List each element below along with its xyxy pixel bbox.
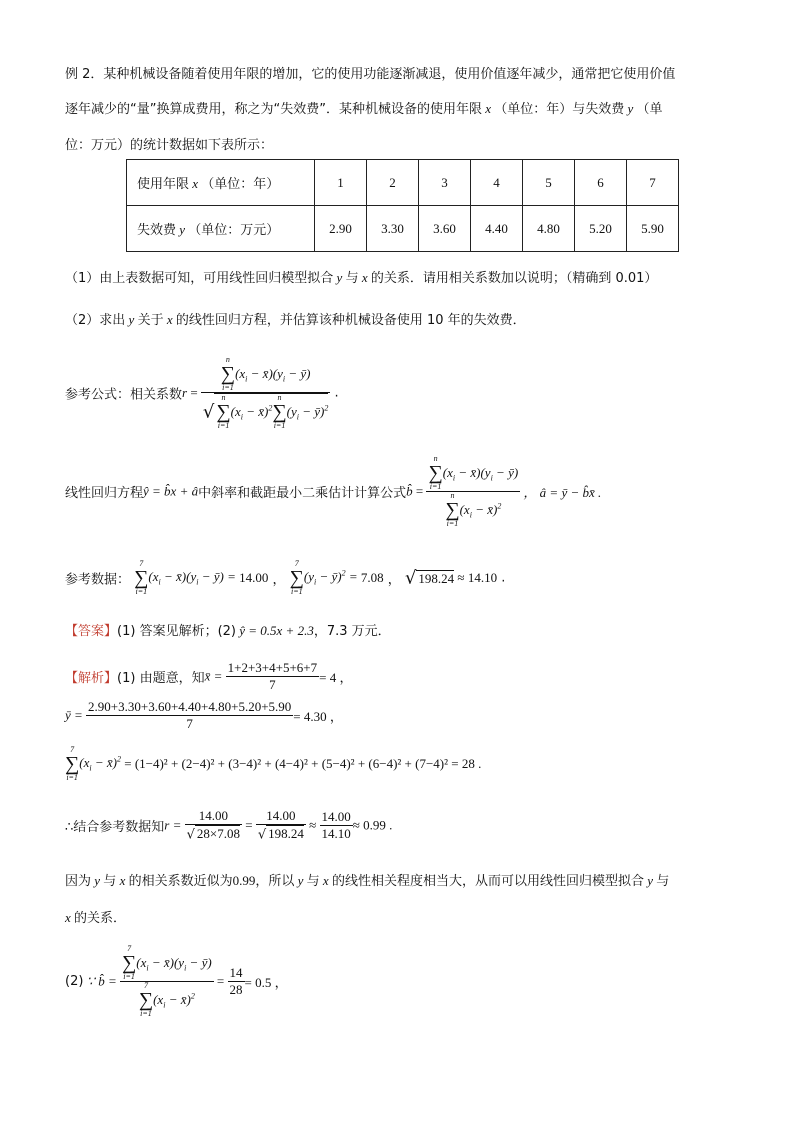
table-cell: 1 (315, 160, 367, 206)
analysis-xbar: 【解析】(1) 由题意，知x̄ = $\frac{1+2+3+4+5+6+7}{7}$ = 4 ， (65, 660, 353, 692)
ref-formula-r: 参考公式：相关系数r = n ∑ i=1 ($x_i$ − $x̄)(y_i$ − ȳ) √ n ∑ i=1 ($x_i$ − x̄)$^2$ n ∑ i=1 ($y_i$ − ȳ)$^2$ . (65, 355, 339, 430)
analysis-r: ∴结合参考数据知r = $\frac{14.00}{√ 28\times 7.08}$ = $\frac{14.00}{√ 198.24}$ ≈ $\frac{14.00}{14.10}$ ≈ 0.99 . (65, 808, 393, 843)
table-header-years: 使用年限 x （单位：年） (127, 160, 315, 206)
b-formula-fraction: n ∑ i=1 ($x_i$ − $x̄)(y_i$ − ȳ) n ∑ i=1 ($x_i$ − x̄)$^2$ (428, 454, 519, 528)
r-formula-fraction: n ∑ i=1 ($x_i$ − $x̄)(y_i$ − ȳ) √ n ∑ i=1 ($x_i$ − x̄)$^2$ n ∑ i=1 ($y_i$ − ȳ)$^2$ (202, 355, 329, 430)
analysis-ybar: ȳ = $\frac{2.90+3.30+3.60+4.40+4.80+5.20+5.90}{7}$ = 4.30 ， (65, 699, 343, 731)
table-cell: 4 (471, 160, 523, 206)
table-cell: 3 (419, 160, 471, 206)
question-1: （1）由上表数据可知，可用线性回归模型拟合 y 与 x 的关系．请用相关系数加以说明；（精确到 0.01） (65, 270, 658, 286)
table-row-years (127, 160, 679, 206)
table-cell: 3.60 (419, 206, 471, 252)
intro-line-3: 位：万元）的统计数据如下表所示： (65, 138, 274, 153)
table-cell: 7 (627, 160, 679, 206)
answer-line: 【答案】(1) 答案见解析；(2) ŷ = 0.5x + 2.3，7.3 万元． (65, 623, 391, 639)
intro-line-1: 例 2．某种机械设备随着使用年限的增加，它的使用功能逐渐减退，使用价值逐年减少，通常把它使用价值 (65, 67, 676, 82)
table-cell: 4.80 (523, 206, 575, 252)
analysis-conclusion-1: 因为 y 与 x 的相关系数近似为0.99，所以 y 与 x 的线性相关程度相当大，从而可以用线性回归模型拟合 y 与 (65, 873, 670, 889)
analysis-tag: 【解析】 (65, 671, 118, 686)
table-cell: 2.90 (315, 206, 367, 252)
analysis-conclusion-2: x 的关系． (65, 910, 127, 926)
table-cell: 4.40 (471, 206, 523, 252)
table-row-costs (127, 206, 679, 252)
analysis-sumsq: 7 ∑ i=1 ($x_i$ − x̄)$^2$ = (1−4)² + (2−4)² + (3−4)² + (4−4)² + (5−4)² + (6−4)² + (7−4)² = 28 . (65, 745, 482, 782)
answer-tag: 【答案】 (65, 624, 118, 639)
table-cell: 5 (523, 160, 575, 206)
table-cell: 2 (367, 160, 419, 206)
ref-data: 参考数据： 7 ∑ i=1 ($x_i$ − $x̄)(y_i$ − ȳ) = 14.00 ， 7 ∑ i=1 ($y_i$ − ȳ)$^2$ = 7.08 ， √ 198.24 ≈ 14.10 . (65, 559, 506, 596)
table-cell: 5.20 (575, 206, 627, 252)
table-cell: 5.90 (627, 206, 679, 252)
question-2: （2）求出 y 关于 x 的线性回归方程，并估算该种机械设备使用 10 年的失效费． (65, 312, 526, 328)
table-cell: 6 (575, 160, 627, 206)
data-table (126, 159, 679, 252)
table-cell: 3.30 (367, 206, 419, 252)
intro-line-2: 逐年减少的“量”换算成费用，称之为“失效费”．某种机械设备的使用年限 x （单位：年）与失效费 y （单 (65, 101, 663, 117)
ref-formula-b: 线性回归方程ŷ = b̂x + â中斜率和截距最小二乘估计计算公式b̂ = n ∑ i=1 ($x_i$ − $x̄)(y_i$ − ȳ) n ∑ i=1 ($x_i$ − x̄)$^2$ ， â = ȳ − b̂x̄ . (65, 454, 602, 528)
analysis-b: (2) ∵ b̂ = 7 ∑ i=1 ($x_i$ − $x̄)(y_i$ − ȳ) 7 ∑ i=1 ($x_i$ − x̄)$^2$ = $\frac{14}{28}$ = 0.5 ， (65, 944, 288, 1018)
table-header-costs: 失效费 y （单位：万元） (127, 206, 315, 252)
